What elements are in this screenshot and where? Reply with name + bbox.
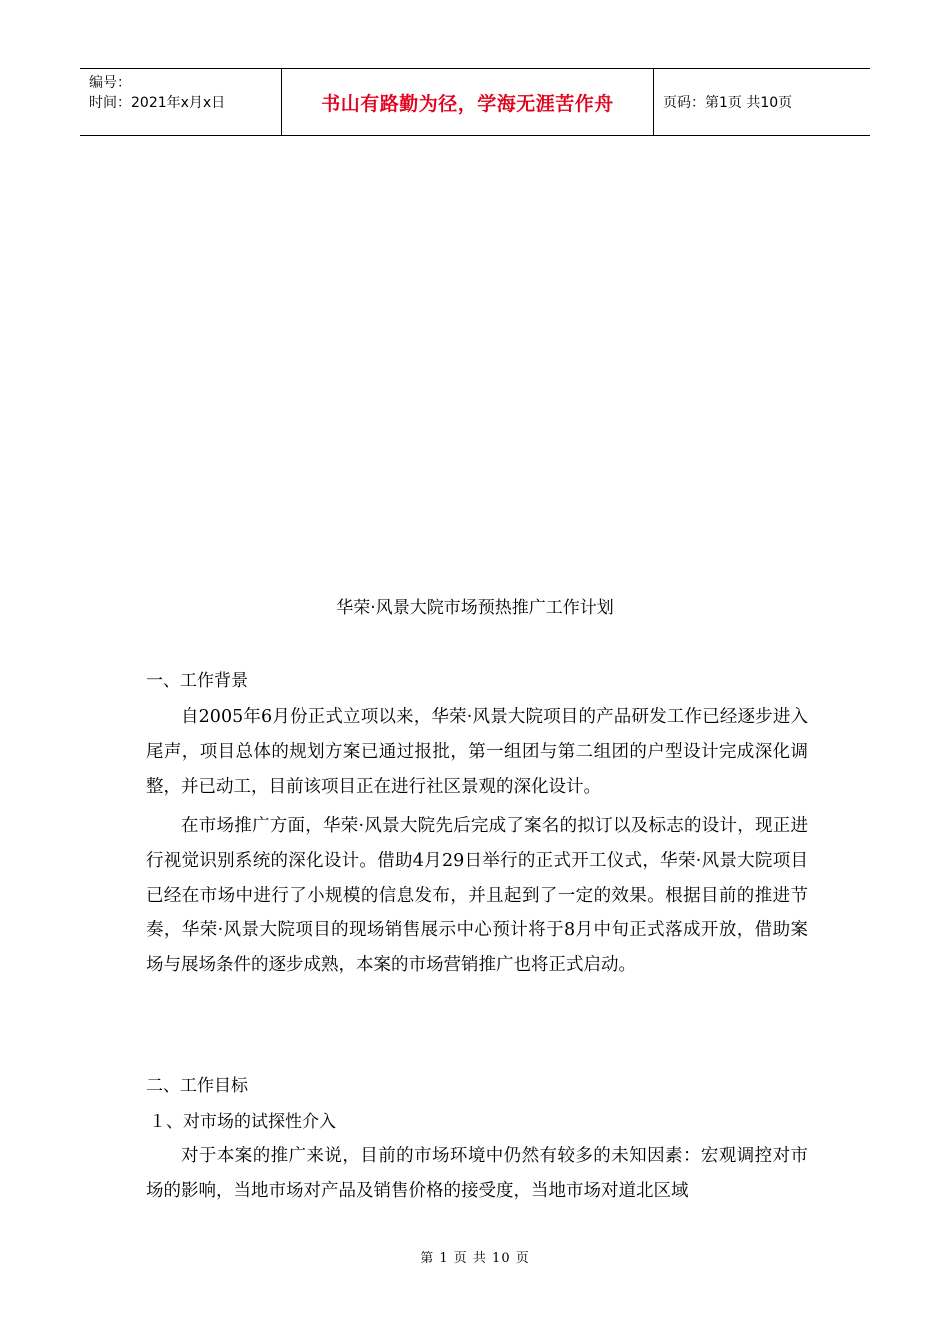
document-number-label: 编号： [89, 75, 131, 91]
paragraph-background-1: 自2005年6月份正式立项以来，华荣·风景大院项目的产品研发工作已经逐步进入尾声，项目总体的规划方案已通过报批，第一组团与第二组团的户型设计完成深化调整，并已动工，目前该项目正在进行社区景观的深化设计。 [146, 707, 808, 797]
section-heading-background: 一、工作背景 [146, 671, 248, 691]
section-heading-goals: 二、工作目标 [146, 1076, 248, 1096]
header-page-info: 页码：第1页 共10页 [663, 95, 793, 111]
paragraph-background-2: 在市场推广方面，华荣·风景大院先后完成了案名的拟订以及标志的设计，现正进行视觉识别系统的深化设计。借助4月29日举行的正式开工仪式，华荣·风景大院项目已经在市场中进行了小规模的信息发布，并且起到了一定的效果。根据目前的推进节奏，华荣·风景大院项目的现场销售展示中心预计将于8月中旬正式落成开放，借助案场与展场条件的逐步成熟，本案的市场营销推广也将正式启动。 [146, 816, 808, 976]
document-date-label: 时间：2021年x月x日 [89, 95, 226, 111]
header-meta-cell [80, 69, 281, 135]
paragraph-goals-1: 对于本案的推广来说，目前的市场环境中仍然有较多的未知因素：宏观调控对市场的影响，当地市场对产品及销售价格的接受度，当地市场对道北区域 [146, 1146, 808, 1201]
document-title: 华荣·风景大院市场预热推广工作计划 [336, 598, 614, 618]
document-header [80, 68, 870, 136]
subsection-heading-market-entry: １、对市场的试探性介入 [149, 1112, 336, 1132]
header-motto: 书山有路勤为径，学海无涯苦作舟 [281, 69, 654, 135]
page-footer: 第 1 页 共 10 页 [420, 1251, 530, 1266]
